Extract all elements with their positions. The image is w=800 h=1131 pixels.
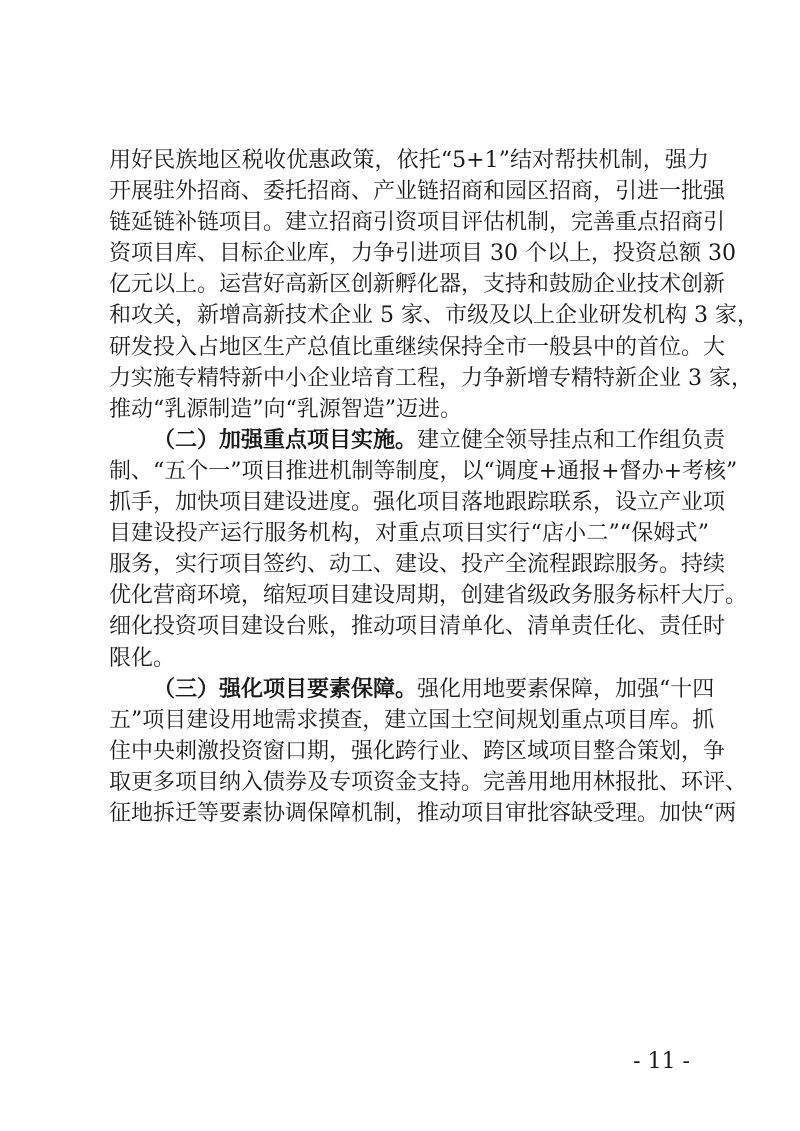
paragraph-line: 抓手，加快项目建设进度。强化项目落地跟踪联系，设立产业项	[109, 490, 726, 516]
paragraph-line: 住中央刺激投资窗口期，强化跨行业、跨区域项目整合策划，争	[109, 738, 726, 764]
paragraph-line: 推动“乳源制造”向“乳源智造”迈进。	[109, 396, 462, 422]
paragraph-line: 和攻关，新增高新技术企业 5 家、市级及以上企业研发机构 3 家，	[109, 303, 759, 329]
paragraph-2	[109, 425, 748, 674]
document-body	[109, 145, 759, 829]
paragraph-line: 亿元以上。运营好高新区创新孵化器，支持和鼓励企业技术创新	[109, 272, 726, 298]
paragraph-line: 限化。	[109, 645, 176, 671]
paragraph-line: 制、“五个一”项目推进机制等制度，以“调度+通报+督办+考核”	[109, 458, 738, 484]
paragraph-line: 链延链补链项目。建立招商引资项目评估机制，完善重点招商引	[109, 210, 726, 236]
paragraph-line: 资项目库、目标企业库，力争引进项目 30 个以上，投资总额 30	[109, 241, 736, 267]
paragraph-line: 细化投资项目建设台账，推动项目清单化、清单责任化、责任时	[109, 614, 726, 640]
paragraph-line: 目建设投产运行服务机构，对重点项目实行“店小二”“保姆式”	[109, 521, 709, 547]
section-heading: （三）强化项目要素保障。	[153, 675, 418, 702]
paragraph-3	[109, 674, 748, 829]
paragraph-line: 研发投入占地区生产总值比重继续保持全市一般县中的首位。大	[109, 334, 726, 360]
paragraph-first-line	[109, 425, 726, 456]
paragraph-first-line	[109, 674, 715, 705]
paragraph-1	[109, 145, 759, 425]
paragraph-line: 优化营商环境，缩短项目建设周期，创建省级政务服务标杆大厅。	[109, 583, 748, 609]
page-number: - 11 -	[633, 1049, 690, 1074]
section-heading: （二）加强重点项目实施。	[153, 426, 418, 453]
paragraph-line: 用好民族地区税收优惠政策，依托“5+1”结对帮扶机制，强力	[109, 148, 709, 173]
paragraph-line: 开展驻外招商、委托招商、产业链招商和园区招商，引进一批强	[109, 179, 726, 205]
paragraph-text: 强化用地要素保障，加强“十四	[417, 676, 715, 702]
paragraph-line: 服务，实行项目签约、动工、建设、投产全流程跟踪服务。持续	[109, 552, 726, 578]
paragraph-line: 力实施专精特新中小企业培育工程，力争新增专精特新企业 3 家，	[109, 365, 753, 391]
paragraph-text: 建立健全领导挂点和工作组负责	[417, 427, 726, 453]
paragraph-line: 征地拆迁等要素协调保障机制，推动项目审批容缺受理。加快“两	[109, 800, 737, 826]
paragraph-line: 取更多项目纳入债券及专项资金支持。完善用地用林报批、环评、	[109, 769, 748, 795]
paragraph-line: 五”项目建设用地需求摸查，建立国土空间规划重点项目库。抓	[109, 707, 715, 733]
